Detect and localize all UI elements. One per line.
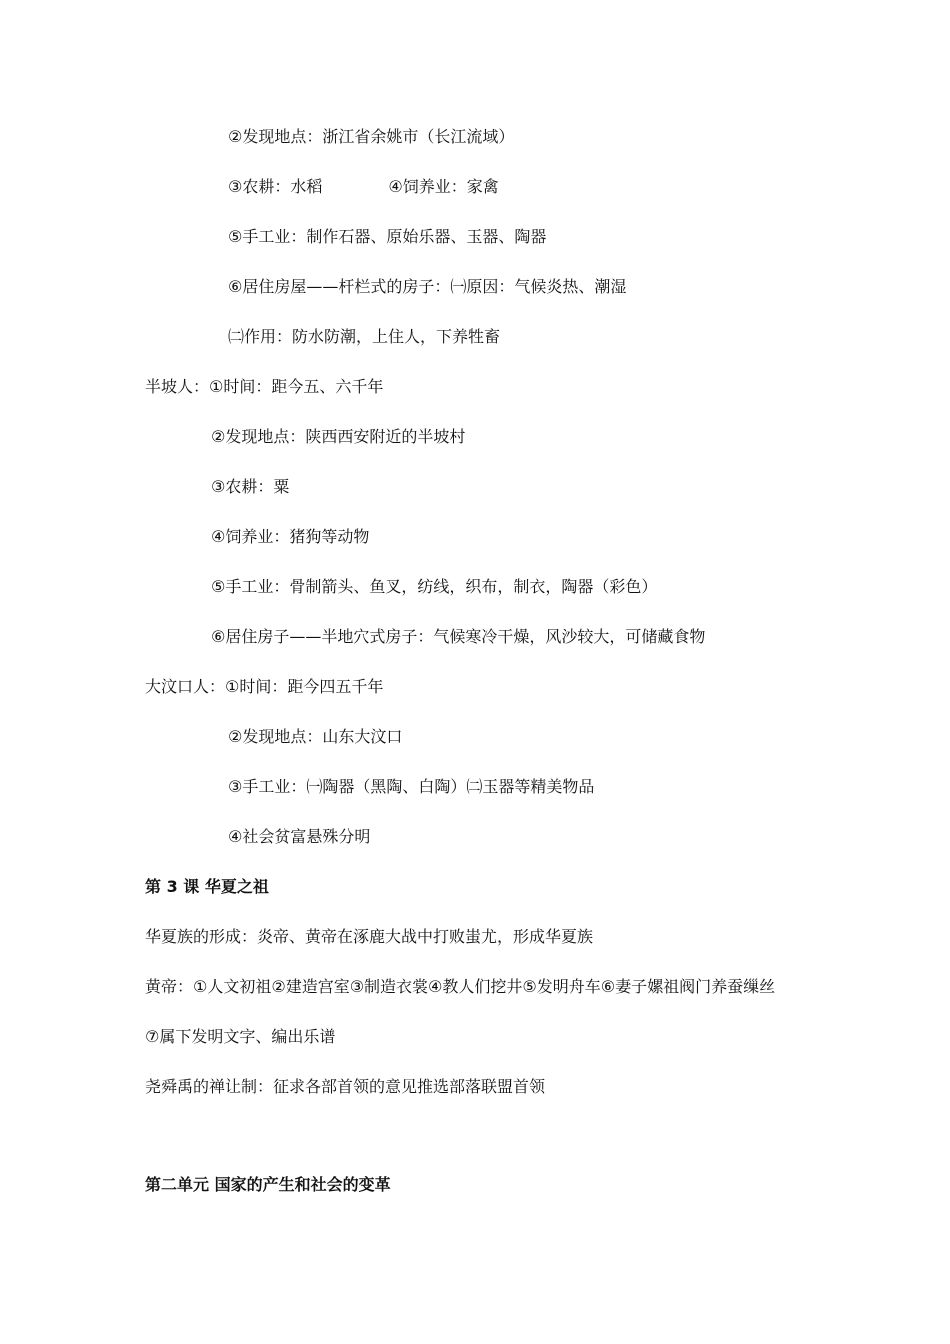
hemudu-farming: ③农耕：水稻 [228,177,323,196]
lesson-3-title: 第 3 课 华夏之祖 [145,877,269,896]
huangdi-achievements-cont: ⑦属下发明文字、编出乐谱 [145,1027,336,1046]
banpo-location: ②发现地点：陕西西安附近的半坡村 [211,427,466,446]
banpo-heading: 半坡人：①时间：距今五、六千年 [145,377,384,396]
dawenkou-handicraft: ③手工业：㈠陶器（黑陶、白陶）㈡玉器等精美物品 [228,777,595,796]
hemudu-handicraft: ⑤手工业：制作石器、原始乐器、玉器、陶器 [228,227,547,246]
hemudu-housing: ⑥居住房屋——杆栏式的房子：㈠原因：气候炎热、潮湿 [228,277,627,296]
hemudu-housing-function: ㈡作用：防水防潮，上住人，下养牲畜 [228,327,501,346]
abdication-system: 尧舜禹的禅让制：征求各部首领的意见推选部落联盟首领 [145,1077,546,1096]
banpo-handicraft: ⑤手工业：骨制箭头、鱼叉，纺线，织布，制衣，陶器（彩色） [211,577,658,596]
huaxia-formation: 华夏族的形成：炎帝、黄帝在涿鹿大战中打败蚩尤，形成华夏族 [145,927,594,946]
unit-2-title: 第二单元 国家的产生和社会的变革 [145,1175,391,1194]
banpo-housing: ⑥居住房子——半地穴式房子：气候寒冷干燥，风沙较大，可储藏食物 [211,627,706,646]
banpo-husbandry: ④饲养业：猪狗等动物 [211,527,370,546]
dawenkou-location: ②发现地点：山东大汶口 [228,727,403,746]
huangdi-achievements: 黄帝：①人文初祖②建造宫室③制造衣裳④教人们挖井⑤发明舟车⑥妻子嫘祖阀门养蚕缫丝 [145,977,776,996]
hemudu-location: ②发现地点：浙江省余姚市（长江流域） [228,127,515,146]
hemudu-husbandry: ④饲养业：家禽 [388,177,499,196]
hemudu-farming-row [228,176,499,198]
dawenkou-heading: 大汶口人：①时间：距今四五千年 [145,677,384,696]
dawenkou-society: ④社会贫富悬殊分明 [228,827,371,846]
banpo-farming: ③农耕：粟 [211,477,290,496]
